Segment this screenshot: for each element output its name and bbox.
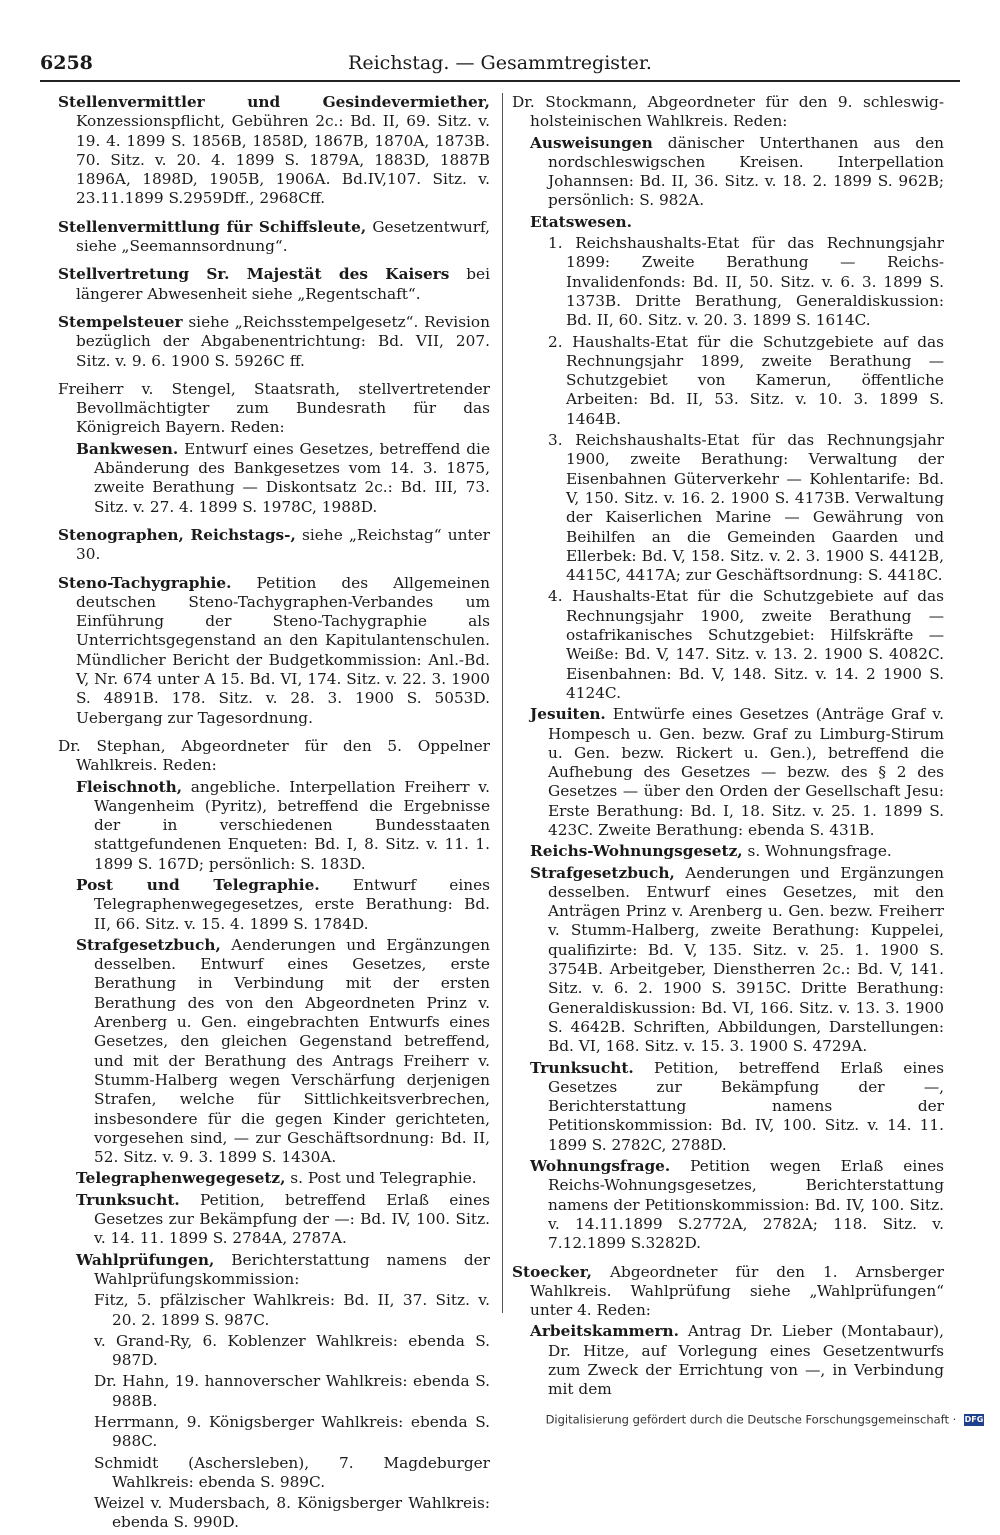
index-entry [512,93,944,132]
entry-text: dänischer Unterthanen aus den nordschleswigschen Kreisen. Interpellation Johannsen: Bd. II, 36. Sitz. v. 18. 2. 1899 S. 962B; persönlich: S. 982A. [548,133,944,210]
entry-headword: Post und Telegraphie. [76,875,320,894]
index-entry [512,705,944,840]
entry-headword: Etatswesen. [530,212,633,231]
entry-headword: Stenographen, Reichstags-, [58,525,296,544]
index-entry [58,1454,490,1493]
entry-text: Petition, betreffend Erlaß eines Gesetzes zur Bekämpfung der —: Bd. IV, 100. Sitz. v. 14. 11. 1899 S. 2784A, 2787A. [94,1190,490,1248]
index-entry [58,526,490,565]
index-entry [58,936,490,1168]
column-divider [502,93,503,1313]
running-head: Reichstag. — Gesammtregister. [348,52,652,74]
entry-text: s. Wohnungsfrage. [742,842,892,861]
index-entry [58,380,490,438]
index-entry [58,1291,490,1330]
index-entry [58,1372,490,1411]
index-entry [58,265,490,304]
entry-text: Herrmann, 9. Königsberger Wahlkreis: ebenda S. 988C. [94,1413,490,1451]
entry-text: Fitz, 5. pfälzischer Wahlkreis: Bd. II, 37. Sitz. v. 20. 2. 1899 S. 987C. [94,1291,490,1329]
entry-text: Konzessionspflicht, Gebühren 2c.: Bd. II, 69. Sitz. v. 19. 4. 1899 S. 1856B, 1858D, 1867B, 1870A, 1873B. 70. Sitz. v. 20. 4. 1899 S. 1879A, 1883D, 1887B 1896A, 1898D, 1905B, 1906A. Bd.IV,107. Sitz. v. 23.11.1899 S.2959Dff., 2968Cff. [76,112,490,208]
index-entry [58,737,490,776]
index-entry [58,876,490,934]
entry-text: 3. Reichshaushalts-Etat für das Rechnungsjahr 1900, zweite Berathung: Verwaltung der Eisenbahnen Güterverkehr — Kohlentarife: Bd. V, 150. Sitz. v. 16. 2. 1900 S. 4173B. Verwaltung der Kaiserlichen Marine — Gewährung von Beihilfen an die Gemeinden Gaarden und Ellerbek: Bd. V, 158. Sitz. v. 2. 3. 1900 S. 4412B, 4415C, 4417A; zur Geschäftsordnung: S. 4418C. [548,431,944,585]
index-entry [512,134,944,211]
entry-text: Weizel v. Mudersbach, 8. Königsberger Wahlkreis: ebenda S. 990D. [94,1494,490,1532]
entry-headword: Stoecker, [512,1262,592,1281]
index-entry [512,213,944,232]
entry-headword: Wohnungsfrage. [530,1157,671,1176]
footer [546,1412,984,1427]
entry-text: Entwurf eines Telegraphenwegegesetzes, erste Berathung: Bd. II, 66. Sitz. v. 15. 4. 1899 S. 1784D. [94,875,490,933]
index-entry [58,1494,490,1533]
header-rule [40,80,960,82]
entry-headword: Wahlprüfungen, [76,1250,215,1269]
index-entry [58,778,490,874]
entry-headword: Arbeitskammern. [530,1322,679,1341]
entry-headword: Telegraphenwegegesetz, [76,1169,286,1188]
entry-text: 4. Haushalts-Etat für die Schutzgebiete auf das Rechnungsjahr 1900, zweite Berathung — ostafrikanisches Schutzgebiet: Hilfskräfte — Weiße: Bd. V, 147. Sitz. v. 13. 2. 1900 S. 4082C. Eisenbahnen: Bd. V, 148. Sitz. v. 14. 2 1900 S. 4124C. [548,587,944,702]
entry-text: s. Post und Telegraphie. [285,1169,477,1188]
entry-text: Entwurf eines Gesetzes, betreffend die Abänderung des Bankgesetzes vom 14. 3. 1875, zweite Berathung — Diskontsatz 2c.: Bd. III, 73. Sitz. v. 27. 4. 1899 S. 1978C, 1988D. [94,439,490,516]
right-column [512,93,944,1402]
entry-text: Petition, betreffend Erlaß eines Gesetzes zur Bekämpfung der —, Berichterstattung namens der Petitionskommission: Bd. IV, 100. Sitz. v. 14. 11. 1899 S. 2782C, 2788D. [548,1058,944,1154]
entry-text: v. Grand-Ry, 6. Koblenzer Wahlkreis: ebenda S. 987D. [94,1331,490,1370]
index-entry [58,93,490,209]
entry-text: Schmidt (Aschersleben), 7. Magdeburger Wahlkreis: ebenda S. 989C. [94,1453,490,1491]
index-entry [58,218,490,257]
page-number: 6258 [40,52,93,74]
entry-text: 1. Reichshaushalts-Etat für das Rechnungsjahr 1899: Zweite Berathung — Reichs-Invalidenfonds: Bd. II, 50. Sitz. v. 6. 3. 1899 S. 1373B. Dritte Berathung, Generaldiskussion: Bd. II, 60. Sitz. v. 20. 3. 1899 S. 1614C. [548,234,944,330]
entry-headword: Stempelsteuer [58,312,183,331]
entry-text: bei längerer Abwesenheit siehe „Regentschaft“. [76,265,490,303]
entry-text: Dr. Stephan, Abgeordneter für den 5. Oppelner Wahlkreis. Reden: [58,736,490,775]
entry-headword: Trunksucht. [530,1058,634,1077]
entry-text: Petition des Allgemeinen deutschen Steno-Tachygraphen-Verbandes um Einführung der Steno-Tachygraphie als Unterrichtsgegenstand an den Kapitulantenschulen. Mündlicher Bericht der Budgetkommission: Anl.-Bd. V, Nr. 674 unter A 15. Bd. VI, 174. Sitz. v. 22. 3. 1900 S. 4891B. 178. Sitz. v. 28. 3. 1900 S. 5053D. Uebergang zur Tagesordnung. [76,573,490,727]
index-entry [512,864,944,1057]
entry-text: siehe „Reichstag“ unter 30. [76,525,490,564]
index-entry [512,431,944,585]
entry-text: Gesetzentwurf, siehe „Seemannsordnung“. [76,217,490,256]
entry-text: Dr. Stockmann, Abgeordneter für den 9. schleswig-holsteinischen Wahlkreis. Reden: [512,93,944,131]
entry-text: Aenderungen und Ergänzungen desselben. Entwurf eines Gesetzes, erste Berathung in Verbindung mit der ersten Berathung des von den Abgeordneten Prinz v. Arenberg u. Gen. eingebrachten Entwurfs eines Gesetzes, den gleichen Gegenstand betreffend, und mit der Berathung des Antrags Freiherr v. Stumm-Halberg wegen Verschärfung derjenigen Strafen, welche für Sittlichkeitsverbrechen, insbesondere für die gegen Kinder gerichteten, vorgesehen sind, — zur Geschäftsordnung: Bd. II, 52. Sitz. v. 9. 3. 1899 S. 1430A. [94,935,490,1167]
index-entry [512,587,944,703]
entry-text: Freiherr v. Stengel, Staatsrath, stellvertretender Bevollmächtigter zum Bundesrath für das Königreich Bayern. Reden: [58,379,490,437]
page-header [40,52,960,80]
entry-headword: Reichs-Wohnungsgesetz, [530,842,743,861]
index-entry [58,440,490,517]
entry-headword: Stellvertretung Sr. Majestät des Kaisers [58,265,450,284]
left-column [58,93,490,1535]
entry-headword: Bankwesen. [76,439,179,458]
entry-headword: Strafgesetzbuch, [530,863,675,882]
entry-text: angebliche. Interpellation Freiherr v. Wangenheim (Pyritz), betreffend die Ergebnisse der in verschiedenen Bundesstaaten stattgefundenen Enqueten: Bd. I, 8. Sitz. v. 11. 1. 1899 S. 167D; persönlich: S. 183D. [94,777,490,873]
dfg-logo: DFG [964,1414,984,1424]
index-entry [512,234,944,330]
entry-text: Antrag Dr. Lieber (Montabaur), Dr. Hitze, auf Vorlegung eines Gesetzentwurfs zum Zweck der Errichtung von —, in Verbindung mit dem [548,1322,944,1399]
index-entry [58,1169,490,1188]
entry-text: Entwürfe eines Gesetzes (Anträge Graf v. Hompesch u. Gen. bezw. Graf zu Limburg-Stirum u. Gen. bezw. Rickert u. Gen.), betreffend die Aufhebung des Gesetzes — bezw. des § 2 des Gesetzes — über den Orden der Gesellschaft Jesu: Erste Berathung: Bd. I, 18. Sitz. v. 25. 1. 1899 S. 423C. Zweite Berathung: ebenda S. 431B. [548,705,944,839]
entry-headword: Strafgesetzbuch, [76,935,221,954]
index-entry [58,1413,490,1452]
index-entry [58,313,490,371]
entry-headword: Ausweisungen [530,133,653,152]
entry-text: Abgeordneter für den 1. Arnsberger Wahlkreis. Wahlprüfung siehe „Wahlprüfungen“ unter 4. Reden: [530,1262,944,1320]
entry-text: Aenderungen und Ergänzungen desselben. Entwurf eines Gesetzes, mit den Anträgen Prinz v. Arenberg u. Gen. bezw. Freiherr v. Stumm-Halberg, zweite Berathung: Kuppelei, qualifizirte: Bd. V, 135. Sitz. v. 25. 1. 1900 S. 3754B. Arbeitgeber, Dienstherren 2c.: Bd. V, 141. Sitz. v. 6. 2. 1900 S. 3915C. Dritte Berathung: Generaldiskussion: Bd. VI, 166. Sitz. v. 13. 3. 1900 S. 4642B. Schriften, Abbildungen, Darstellungen: Bd. VI, 168. Sitz. v. 15. 3. 1900 S. 4729A. [548,863,944,1056]
entry-text: siehe „Reichsstempelgesetz“. Revision bezüglich der Abgabenentrichtung: Bd. VII, 207. Sitz. v. 9. 6. 1900 S. 5926C ff. [76,312,490,370]
entry-text: Berichterstattung namens der Wahlprüfungskommission: [94,1250,490,1288]
index-entry [512,1263,944,1321]
entry-text: Petition wegen Erlaß eines Reichs-Wohnungsgesetzes, Berichterstattung namens der Petitionskommission: Bd. IV, 100. Sitz. v. 14.11.1899 S.2772A, 2782A; 118. Sitz. v. 7.12.1899 S.3282D. [548,1157,944,1253]
entry-headword: Trunksucht. [76,1190,180,1209]
footer-credit: Digitalisierung gefördert durch die Deutsche Forschungsgemeinschaft · [545,1412,957,1427]
entry-headword: Jesuiten. [530,705,606,724]
index-entry [512,1322,944,1399]
index-entry [58,574,490,728]
index-entry [512,333,944,429]
entry-text: Dr. Hahn, 19. hannoverscher Wahlkreis: ebenda S. 988B. [94,1372,490,1410]
index-entry [58,1191,490,1249]
entry-text: 2. Haushalts-Etat für die Schutzgebiete auf das Rechnungsjahr 1899, zweite Berathung — Schutzgebiet von Kamerun, öffentliche Arbeiten: Bd. II, 53. Sitz. v. 10. 3. 1899 S. 1464B. [548,332,944,428]
index-entry [58,1251,490,1290]
index-entry [58,1332,490,1371]
index-entry [512,1157,944,1253]
entry-headword: Stellenvermittler und Gesindevermiether, [58,93,490,111]
index-entry [512,1059,944,1155]
index-entry [512,842,944,861]
entry-headword: Steno-Tachygraphie. [58,573,232,592]
entry-headword: Stellenvermittlung für Schiffsleute, [58,217,367,236]
entry-headword: Fleischnoth, [76,777,183,796]
